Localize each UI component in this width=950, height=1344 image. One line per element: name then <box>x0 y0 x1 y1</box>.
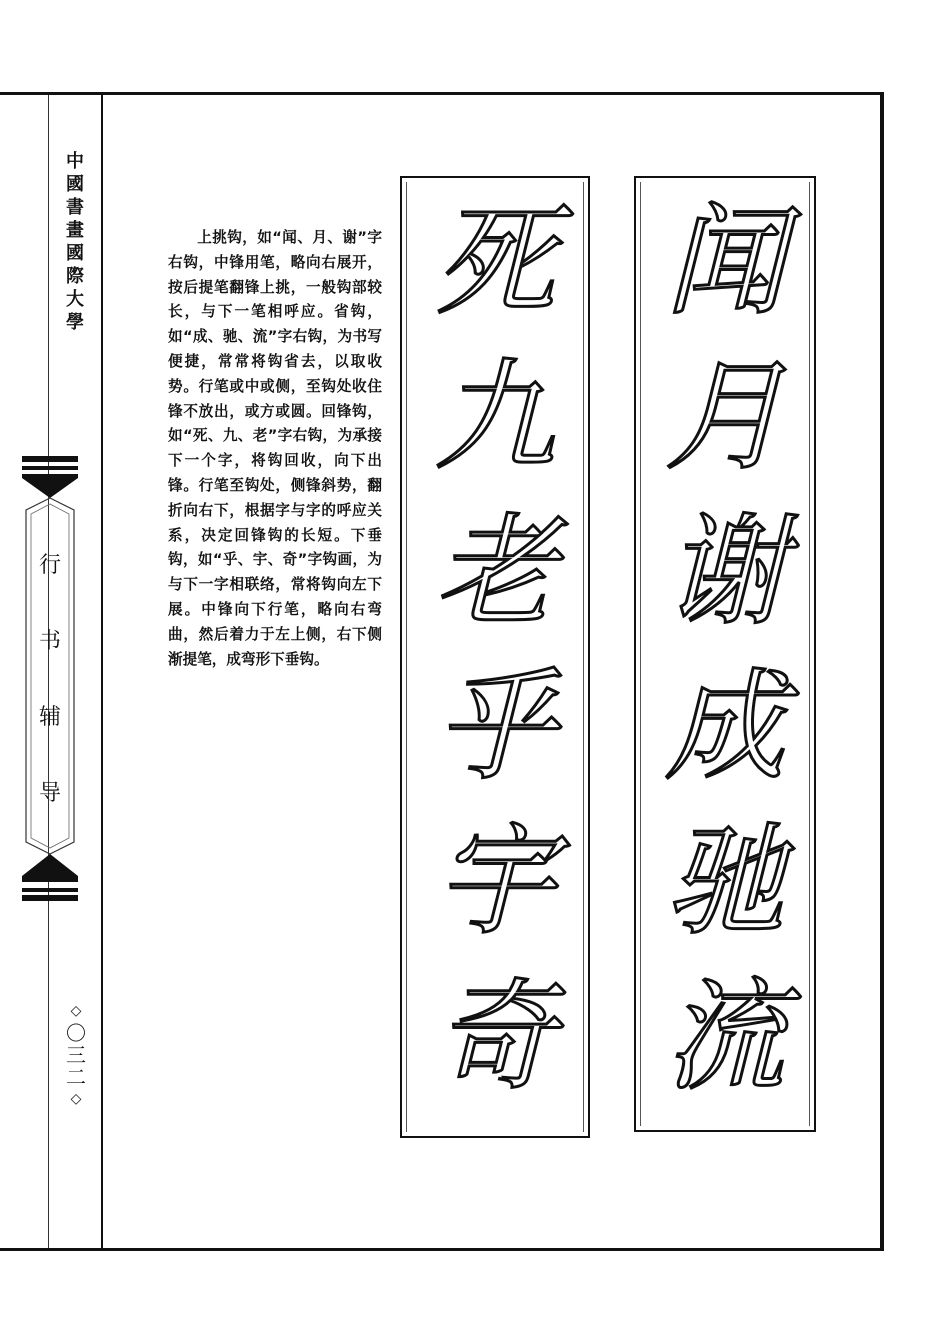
series-title-char: 學 <box>66 312 84 333</box>
decorative-band <box>22 888 78 892</box>
chevron-ornament-bottom <box>22 848 78 882</box>
calligraphy-column-right <box>634 176 816 1132</box>
subject-char: 书 <box>38 629 61 654</box>
page-number-char: 二 <box>66 1065 86 1089</box>
calligraphy-char: 老 <box>435 503 555 642</box>
subject-title <box>22 548 78 852</box>
sidebar-rule-inner <box>101 95 103 1248</box>
page-frame-right <box>880 92 884 1251</box>
page-number <box>58 1000 94 1110</box>
calligraphy-char: 乎 <box>435 658 555 797</box>
page-frame-bottom <box>0 1248 884 1251</box>
decorative-band <box>22 456 78 462</box>
calligraphy-char: 谢 <box>665 503 785 642</box>
calligraphy-char: 驰 <box>665 813 785 952</box>
calligraphy-column-left <box>400 176 590 1138</box>
page-frame-top <box>0 92 884 95</box>
calligraphy-char: 成 <box>665 658 785 797</box>
decorative-band <box>22 466 78 470</box>
decorative-band <box>22 895 78 901</box>
diamond-icon: ◇ <box>70 1091 82 1107</box>
calligraphy-char: 九 <box>435 348 555 487</box>
series-title-char: 際 <box>66 266 84 287</box>
subject-char: 辅 <box>38 705 61 730</box>
subject-char: 行 <box>38 553 61 578</box>
series-title-char: 國 <box>66 243 84 264</box>
series-title-char: 大 <box>66 289 84 310</box>
calligraphy-char: 死 <box>435 193 555 332</box>
series-title-char: 畫 <box>66 220 84 241</box>
page-number-char: 〇 <box>66 1021 86 1045</box>
series-title-char: 國 <box>66 174 84 195</box>
paragraph-text: 上挑钩，如“闻、月、谢”字右钩，中锋用笔，略向右展开，按后提笔翻锋上挑，一般钩部较长，与下一笔相呼应。省钩，如“成、驰、流”字右钩，为书写便捷，常常将钩省去，以取收势。行笔或中或侧，至钩处收住锋不放出，或方或圆。回锋钩，如“死、九、老”字右钩，为承接下一个字，将钩回收，向下出锋。行笔至钩处，侧锋斜势，翻折向右下，根据字与字的呼应关系，决定回锋钩的长短。下垂钩，如“乎、宇、奇”字钩画，为与下一字相联络，常将钩向左下展。中锋向下行笔，略向右弯曲，然后着力于左上侧，右下侧渐提笔，成弯形下垂钩。 <box>168 229 382 668</box>
series-title-char: 書 <box>66 197 84 218</box>
calligraphy-char: 奇 <box>435 968 555 1107</box>
calligraphy-char: 宇 <box>435 813 555 952</box>
page-number-char: 三 <box>66 1043 86 1067</box>
subject-char: 导 <box>38 781 61 806</box>
series-title <box>60 150 90 334</box>
body-paragraph <box>168 226 382 672</box>
calligraphy-char: 流 <box>665 968 785 1107</box>
series-title-char: 中 <box>66 151 84 172</box>
calligraphy-char: 闻 <box>665 193 785 332</box>
diamond-icon: ◇ <box>70 1003 82 1019</box>
calligraphy-char: 月 <box>665 348 785 487</box>
